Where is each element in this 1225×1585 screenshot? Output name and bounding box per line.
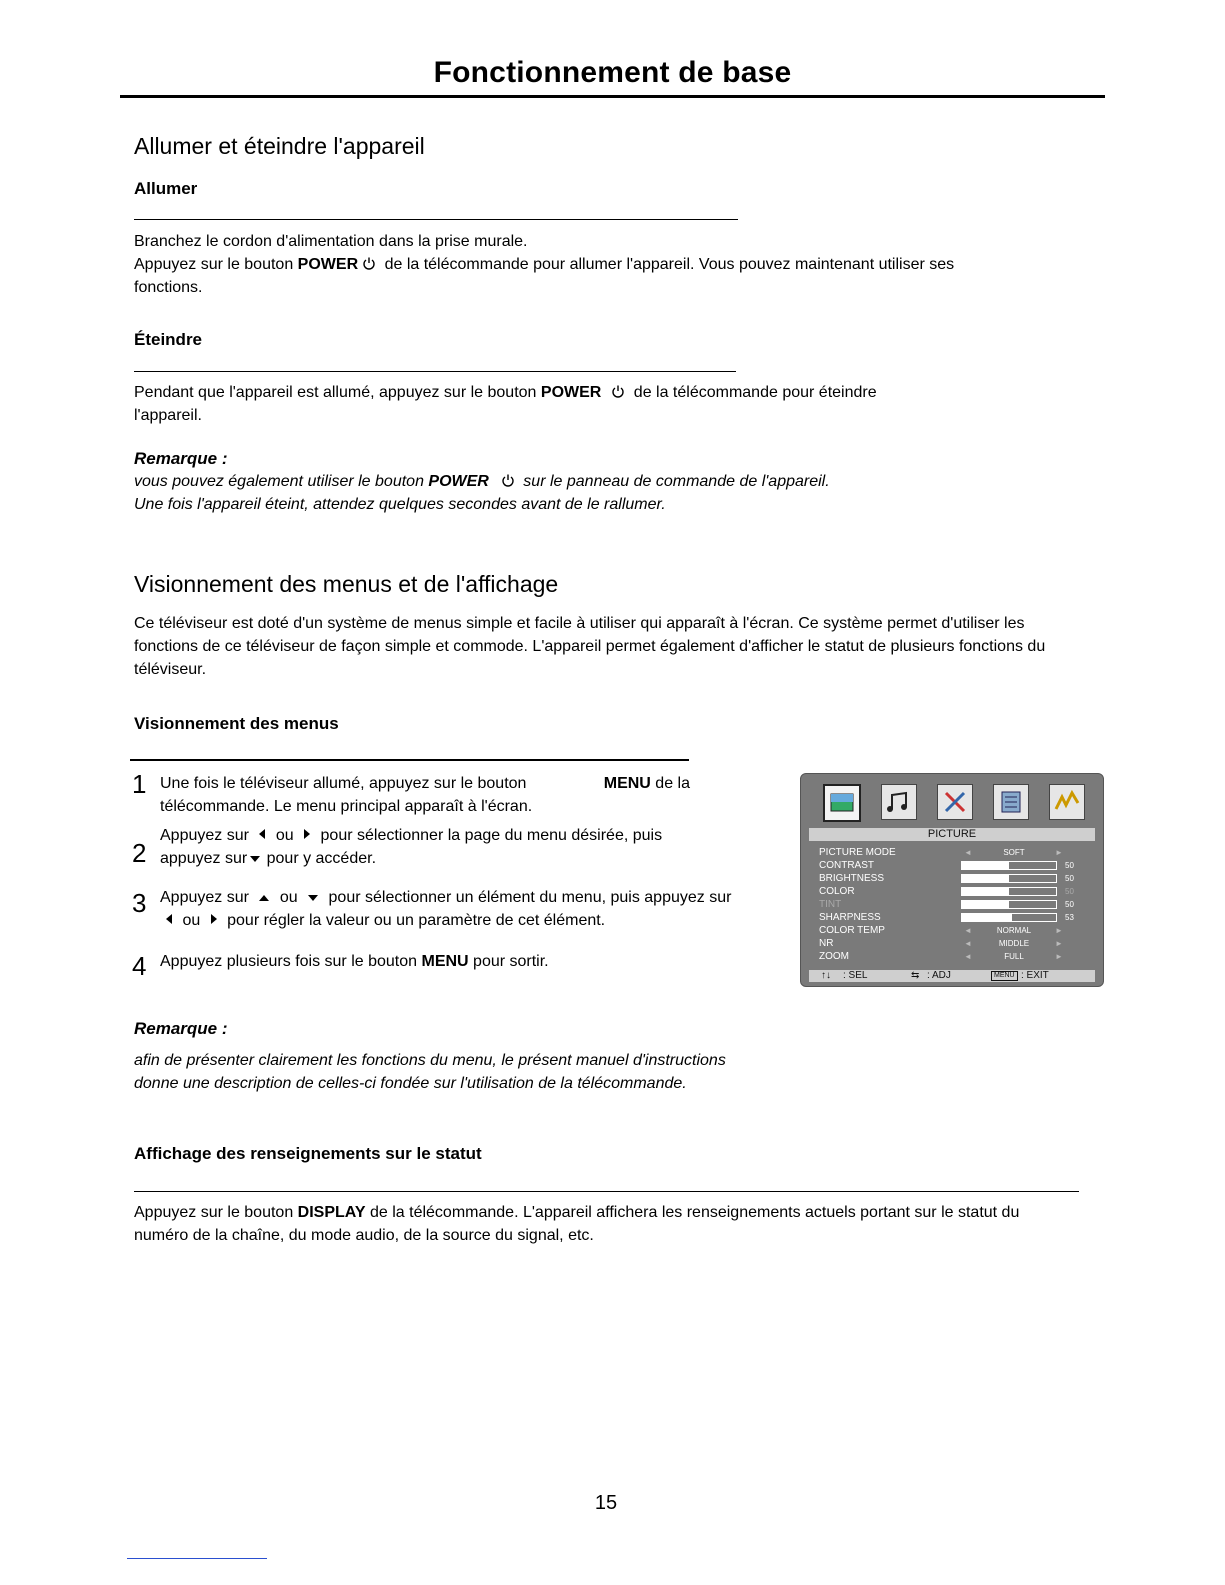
osd-row [819, 885, 1099, 898]
osd-left-arrow-icon: ◄ [964, 939, 972, 948]
note2-paragraph [134, 1049, 834, 1095]
step3-line2 [160, 909, 770, 932]
osd-row-value: 50 [1065, 900, 1074, 909]
channel-icon [1049, 784, 1085, 820]
step1-text-a: Une fois le téléviseur allumé, appuyez sur le bouton [160, 775, 527, 792]
sound-icon [881, 784, 917, 820]
on-line2 [134, 253, 1114, 276]
status-paragraph [134, 1201, 1084, 1247]
section1-heading: Allumer et éteindre l'appareil [134, 133, 425, 159]
note2-label: Remarque : [134, 1019, 228, 1038]
osd-left-arrow-icon: ◄ [964, 952, 972, 961]
on-subheading: Allumer [134, 179, 198, 198]
intro-line1: Ce téléviseur est doté d'un système de menus simple et facile à utiliser qui apparaît à l'écran. Ce système permet d'utiliser les [134, 615, 1025, 632]
status-subheading: Affichage des renseignements sur le statut [134, 1144, 482, 1163]
note1-paragraph [134, 470, 1114, 516]
step2-text-c: appuyez sur [160, 850, 248, 867]
display-word: DISPLAY [297, 1204, 366, 1221]
title-rule [120, 95, 1105, 98]
menu-word: MENU [603, 775, 651, 792]
step2-line2 [160, 847, 760, 870]
status-line1 [134, 1201, 1084, 1224]
note2-line1: afin de présenter clairement les fonctions du menu, le présent manuel d'instructions [134, 1052, 726, 1069]
step2-text [160, 824, 760, 870]
status-text-a: Appuyez sur le bouton [134, 1204, 298, 1221]
off-subheading: Éteindre [134, 330, 203, 349]
tools-icon [937, 784, 973, 820]
power-word: POWER [428, 473, 489, 490]
osd-row-label: BRIGHTNESS [819, 873, 885, 884]
osd-level-bar [961, 861, 1057, 870]
intro-line2: fonctions de ce téléviseur de façon simple et commode. L'appareil permet également d'afficher le statut de plusieurs fonctions du [134, 638, 1046, 655]
osd-level-fill [962, 914, 1012, 921]
step2-text-a: Appuyez sur [160, 827, 254, 844]
osd-footer-sel: : SEL [843, 970, 868, 981]
bottom-rule [127, 1558, 267, 1559]
osd-right-arrow-icon: ► [1055, 939, 1063, 948]
osd-row-label: COLOR [819, 886, 855, 897]
page-title: Fonctionnement de base [433, 56, 792, 89]
up-down-arrows-icon: ↑↓ [821, 970, 831, 981]
step3-text-b: pour sélectionner un élément du menu, puis appuyez sur [324, 889, 732, 906]
step3-ou2: ou [178, 912, 205, 929]
on-line1: Branchez le cordon d'alimentation dans la prise murale. [134, 233, 528, 250]
off-line1-text-b: de la télécommande pour éteindre [629, 384, 877, 401]
power-icon [611, 384, 625, 398]
osd-level-bar [961, 887, 1057, 896]
note2-line2: donne une description de celles-ci fondée sur l'utilisation de la télécommande. [134, 1075, 687, 1092]
step2-number: 2 [132, 838, 147, 868]
osd-right-arrow-icon: ► [1055, 926, 1063, 935]
off-line2: l'appareil. [134, 407, 202, 424]
step3-text-a: Appuyez sur [160, 889, 254, 906]
step2-ou: ou [271, 827, 299, 844]
menus-subheading: Visionnement des menus [134, 714, 339, 733]
osd-row [819, 872, 1099, 885]
osd-level-bar [961, 913, 1057, 922]
osd-row-label: CONTRAST [819, 860, 874, 871]
note1-text-a: vous pouvez également utiliser le bouton [134, 473, 429, 490]
off-paragraph [134, 381, 1114, 427]
step3-ou: ou [275, 889, 303, 906]
right-arrow-icon [211, 914, 217, 924]
menus-rule [130, 759, 689, 761]
left-arrow-icon [166, 914, 172, 924]
osd-row-value: 53 [1065, 913, 1074, 922]
osd-row-option: SOFT [1003, 848, 1025, 857]
step1-text-b: de la [650, 775, 690, 792]
osd-right-arrow-icon: ► [1055, 952, 1063, 961]
note1-text-b: sur le panneau de commande de l'appareil. [518, 473, 830, 490]
osd-level-fill [962, 888, 1009, 895]
osd-level-bar [961, 900, 1057, 909]
osd-menu-illustration [800, 773, 1104, 987]
off-rule [134, 371, 736, 372]
power-word: POWER [540, 384, 602, 401]
step2-text-d: pour y accéder. [262, 850, 377, 867]
osd-level-fill [962, 862, 1009, 869]
intro-line3: téléviseur. [134, 661, 207, 678]
osd-row-value: 50 [1065, 887, 1074, 896]
osd-row [819, 911, 1099, 924]
osd-row-label: NR [819, 938, 834, 949]
step2-text-b: pour sélectionner la page du menu désirée, puis [316, 827, 663, 844]
on-line2-text-b: de la télécommande pour allumer l'appareil. Vous pouvez maintenant utiliser ses [380, 256, 955, 273]
menu-word: MENU [421, 953, 469, 970]
osd-footer [809, 970, 1095, 982]
osd-level-fill [962, 901, 1009, 908]
osd-level-bar [961, 874, 1057, 883]
osd-row [819, 924, 1099, 937]
on-line2-text-a: Appuyez sur le bouton [134, 256, 298, 273]
left-arrow-icon [259, 829, 265, 839]
osd-row [819, 950, 1099, 963]
note1-label: Remarque : [134, 449, 228, 468]
step3-text [160, 886, 770, 932]
step1-line2: télécommande. Le menu principal apparaît à l'écran. [160, 798, 533, 815]
note1-line2: Une fois l'appareil éteint, attendez quelques secondes avant de le rallumer. [134, 496, 666, 513]
down-arrow-icon [308, 895, 318, 901]
step4-text-b: pour sortir. [468, 953, 549, 970]
setup-icon [993, 784, 1029, 820]
osd-header: PICTURE [809, 828, 1095, 841]
step1-number: 1 [132, 769, 147, 799]
osd-row-option: NORMAL [996, 926, 1032, 935]
right-arrow-icon [304, 829, 310, 839]
note1-line1 [134, 470, 1114, 493]
section2-intro [134, 612, 1084, 681]
status-text-b: de la télécommande. L'appareil affichera les renseignements actuels portant sur le statut du [365, 1204, 1020, 1221]
osd-left-arrow-icon: ◄ [964, 926, 972, 935]
osd-row-value: 50 [1065, 861, 1074, 870]
osd-row-label: TINT [819, 899, 842, 910]
power-word: POWER [297, 256, 359, 273]
step3-number: 3 [132, 888, 147, 918]
page-number: 15 [594, 1492, 618, 1514]
step2-line1 [160, 824, 760, 847]
left-right-arrows-icon: ⇆ [911, 970, 920, 981]
step3-text-c: pour régler la valeur ou un paramètre de cet élément. [222, 912, 606, 929]
osd-row [819, 846, 1099, 859]
step4-text [160, 950, 760, 973]
on-line3: fonctions. [134, 279, 203, 296]
status-line2: numéro de la chaîne, du mode audio, de la source du signal, etc. [134, 1227, 594, 1244]
step4-text-a: Appuyez plusieurs fois sur le bouton [160, 953, 422, 970]
off-line1-text-a: Pendant que l'appareil est allumé, appuyez sur le bouton [134, 384, 541, 401]
off-line1 [134, 381, 1114, 404]
osd-row-label: SHARPNESS [819, 912, 881, 923]
osd-row-option: FULL [1004, 952, 1024, 961]
status-rule [134, 1191, 1079, 1192]
power-icon [501, 473, 515, 487]
osd-row [819, 898, 1099, 911]
osd-footer-menu-key: MENU [991, 971, 1018, 981]
down-arrow-icon [250, 856, 260, 862]
osd-right-arrow-icon: ► [1055, 848, 1063, 857]
step3-line1 [160, 886, 770, 909]
up-arrow-icon [259, 895, 269, 901]
osd-footer-exit: : EXIT [1021, 970, 1049, 981]
osd-row-label: COLOR TEMP [819, 925, 885, 936]
osd-row [819, 859, 1099, 872]
step1-line1 [160, 772, 690, 795]
osd-row-value: 50 [1065, 874, 1074, 883]
picture-icon [823, 784, 861, 822]
on-paragraph [134, 230, 1114, 299]
section2-heading: Visionnement des menus et de l'affichage [134, 571, 559, 597]
power-icon [362, 256, 376, 270]
step1-text [160, 772, 690, 818]
step4-number: 4 [132, 951, 147, 981]
osd-level-fill [962, 875, 1009, 882]
on-rule [134, 219, 738, 220]
osd-row [819, 937, 1099, 950]
osd-row-label: ZOOM [819, 951, 849, 962]
osd-row-label: PICTURE MODE [819, 847, 896, 858]
osd-footer-adj: : ADJ [927, 970, 951, 981]
osd-left-arrow-icon: ◄ [964, 848, 972, 857]
osd-row-option: MIDDLE [998, 939, 1030, 948]
